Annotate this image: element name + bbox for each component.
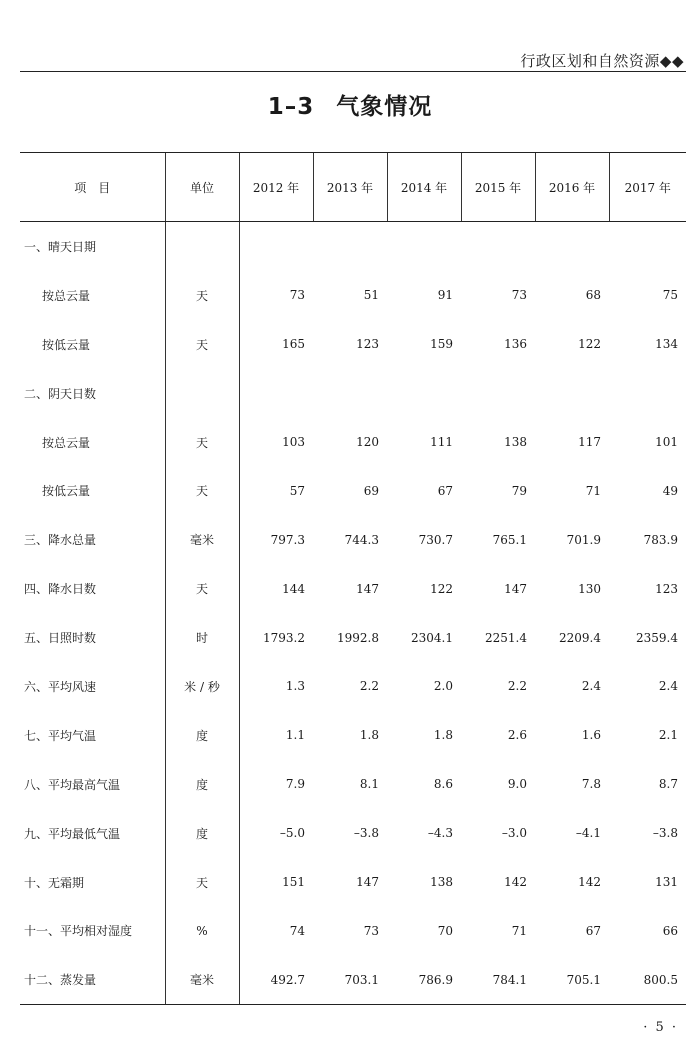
- table-row: [20, 466, 686, 515]
- cell-value: 2.6: [507, 728, 527, 743]
- cell-value: 2.1: [658, 728, 678, 743]
- row-unit: 毫米: [165, 515, 239, 564]
- row-item-label: 按总云量: [42, 435, 91, 450]
- row-item-label: 按低云量: [42, 337, 91, 352]
- cell-value: 134: [655, 337, 678, 352]
- cell-value: [535, 222, 609, 271]
- table-body: [20, 222, 686, 1005]
- cell-value: 67: [585, 923, 601, 938]
- table-row: [20, 662, 686, 711]
- cell-value: 91: [437, 288, 453, 303]
- cell-value: [387, 369, 461, 418]
- cell-value: –5.0: [279, 826, 305, 841]
- row-unit: 米 / 秒: [165, 662, 239, 711]
- cell-value: –3.0: [501, 826, 527, 841]
- row-unit: [165, 369, 239, 418]
- cell-value: 71: [585, 483, 601, 498]
- cell-value: 111: [430, 435, 453, 449]
- cell-value: [313, 222, 387, 271]
- header-rule: [20, 71, 686, 72]
- column-header: 2016 年: [535, 153, 609, 222]
- cell-value: 730.7: [418, 532, 453, 547]
- cell-value: 701.9: [566, 532, 601, 547]
- row-unit: 天: [165, 564, 239, 613]
- cell-value: 122: [430, 581, 453, 596]
- cell-value: 2359.4: [636, 630, 678, 645]
- cell-value: 130: [578, 581, 601, 596]
- row-unit: 天: [165, 271, 239, 320]
- cell-value: [461, 222, 535, 271]
- row-unit: 度: [165, 760, 239, 809]
- running-header: 行政区划和自然资源◆◆: [520, 52, 684, 70]
- title-number: 1–3: [267, 94, 315, 120]
- cell-value: 142: [504, 875, 527, 890]
- table-row: [20, 515, 686, 564]
- column-header: 2015 年: [461, 153, 535, 222]
- row-unit: 天: [165, 466, 239, 515]
- cell-value: 2.0: [433, 679, 453, 694]
- cell-value: –3.8: [652, 826, 678, 841]
- table-row: [20, 613, 686, 662]
- cell-value: 8.6: [433, 777, 453, 792]
- cell-value: 103: [282, 435, 305, 449]
- row-item-label: 十二、蒸发量: [20, 955, 165, 1004]
- row-unit: 度: [165, 809, 239, 858]
- cell-value: 123: [655, 581, 678, 596]
- cell-value: 123: [356, 337, 379, 352]
- row-unit: 天: [165, 858, 239, 907]
- cell-value: 2209.4: [559, 630, 601, 645]
- row-unit: 时: [165, 613, 239, 662]
- column-header: 单位: [165, 153, 239, 222]
- row-unit: [165, 222, 239, 271]
- row-item-label: 七、平均气温: [24, 728, 97, 743]
- page-title: [0, 88, 700, 121]
- cell-value: 142: [578, 875, 601, 890]
- cell-value: 1.6: [581, 728, 601, 743]
- cell-value: [609, 369, 686, 418]
- page-number: · 5 ·: [643, 1020, 678, 1035]
- row-item-label: 按低云量: [42, 484, 91, 499]
- cell-value: 147: [356, 875, 379, 890]
- cell-value: [239, 222, 313, 271]
- table-row: [20, 564, 686, 613]
- cell-value: 8.7: [658, 777, 678, 792]
- cell-value: 136: [504, 337, 527, 352]
- cell-value: [313, 369, 387, 418]
- row-item-label: 四、降水日数: [24, 582, 97, 597]
- cell-value: 79: [511, 483, 527, 498]
- row-item-label: 按总云量: [42, 288, 91, 303]
- row-unit: 毫米: [165, 955, 239, 1004]
- cell-value: 2.4: [581, 679, 601, 694]
- cell-value: 67: [437, 483, 453, 498]
- row-unit: 度: [165, 711, 239, 760]
- table-row: [20, 955, 686, 1004]
- table-row: [20, 418, 686, 467]
- row-item-label: 一、晴天日期: [24, 239, 97, 254]
- weather-table: [20, 152, 686, 1005]
- cell-value: [535, 369, 609, 418]
- cell-value: [461, 369, 535, 418]
- cell-value: 144: [282, 581, 305, 596]
- cell-value: 71: [511, 923, 527, 938]
- table-row: [20, 271, 686, 320]
- cell-value: 2251.4: [485, 630, 527, 645]
- cell-value: 101: [655, 435, 678, 449]
- cell-value: –4.1: [575, 826, 601, 841]
- row-item-label: 八、平均最高气温: [24, 777, 121, 792]
- cell-value: 744.3: [344, 532, 379, 547]
- cell-value: 2304.1: [411, 630, 453, 645]
- table-row: [20, 320, 686, 369]
- table-row: [20, 906, 686, 955]
- cell-value: –4.3: [427, 826, 453, 841]
- cell-value: 147: [504, 581, 527, 596]
- row-item-label: 九、平均最低气温: [24, 826, 121, 841]
- cell-value: 703.1: [313, 955, 387, 1004]
- table-row: [20, 809, 686, 858]
- cell-value: 7.9: [285, 777, 305, 792]
- cell-value: 69: [363, 483, 379, 498]
- column-header: 2017 年: [609, 153, 686, 222]
- row-item-label: 六、平均风速: [24, 679, 97, 694]
- row-unit: 天: [165, 418, 239, 467]
- column-header: 2012 年: [239, 153, 313, 222]
- cell-value: –3.8: [353, 826, 379, 841]
- cell-value: 797.3: [270, 532, 305, 547]
- table-row: [20, 222, 686, 271]
- row-item-label: 十、无霜期: [24, 875, 85, 890]
- cell-value: 117: [578, 435, 601, 449]
- cell-value: 786.9: [387, 955, 461, 1004]
- cell-value: 131: [655, 875, 678, 890]
- cell-value: 2.2: [507, 679, 527, 694]
- column-header: 2013 年: [313, 153, 387, 222]
- cell-value: 765.1: [492, 532, 527, 547]
- table-row: [20, 760, 686, 809]
- cell-value: 57: [289, 483, 305, 498]
- cell-value: [239, 369, 313, 418]
- row-unit: %: [165, 906, 239, 955]
- row-item-label: 十一、平均相对湿度: [24, 924, 133, 939]
- cell-value: 147: [356, 581, 379, 596]
- row-unit: 天: [165, 320, 239, 369]
- table-row: [20, 858, 686, 907]
- cell-value: 165: [282, 337, 305, 352]
- cell-value: 1793.2: [263, 630, 305, 645]
- row-item-label: 五、日照时数: [24, 631, 97, 646]
- row-item-label: 三、降水总量: [24, 533, 97, 548]
- cell-value: 800.5: [609, 955, 686, 1004]
- cell-value: 73: [511, 288, 527, 303]
- cell-value: 68: [585, 288, 601, 303]
- cell-value: 8.1: [359, 777, 379, 792]
- cell-value: 159: [430, 337, 453, 352]
- cell-value: 74: [289, 923, 305, 938]
- cell-value: 783.9: [643, 532, 678, 547]
- cell-value: 492.7: [239, 955, 313, 1004]
- row-item-label: 二、阴天日数: [24, 386, 97, 401]
- title-text: 气象情况: [336, 94, 433, 120]
- column-header: 项 目: [20, 153, 165, 222]
- cell-value: 1.1: [285, 728, 305, 743]
- cell-value: 66: [662, 923, 678, 938]
- cell-value: 2.2: [359, 679, 379, 694]
- cell-value: 9.0: [507, 777, 527, 792]
- cell-value: 49: [662, 483, 678, 498]
- cell-value: 1.8: [359, 728, 379, 743]
- cell-value: [387, 222, 461, 271]
- cell-value: 70: [437, 923, 453, 938]
- cell-value: 1.3: [285, 679, 305, 694]
- cell-value: 122: [578, 337, 601, 352]
- cell-value: 1.8: [433, 728, 453, 743]
- cell-value: 51: [363, 288, 379, 303]
- cell-value: 138: [504, 435, 527, 449]
- table-row: [20, 711, 686, 760]
- cell-value: 7.8: [581, 777, 601, 792]
- table-header-row: [20, 153, 686, 222]
- cell-value: 73: [363, 923, 379, 938]
- cell-value: 2.4: [658, 679, 678, 694]
- cell-value: 138: [430, 875, 453, 890]
- cell-value: [609, 222, 686, 271]
- cell-value: 75: [662, 288, 678, 303]
- cell-value: 1992.8: [337, 630, 379, 645]
- cell-value: 784.1: [461, 955, 535, 1004]
- column-header: 2014 年: [387, 153, 461, 222]
- table-row: [20, 369, 686, 418]
- cell-value: 73: [289, 288, 305, 303]
- cell-value: 120: [356, 435, 379, 449]
- cell-value: 705.1: [535, 955, 609, 1004]
- cell-value: 151: [282, 875, 305, 890]
